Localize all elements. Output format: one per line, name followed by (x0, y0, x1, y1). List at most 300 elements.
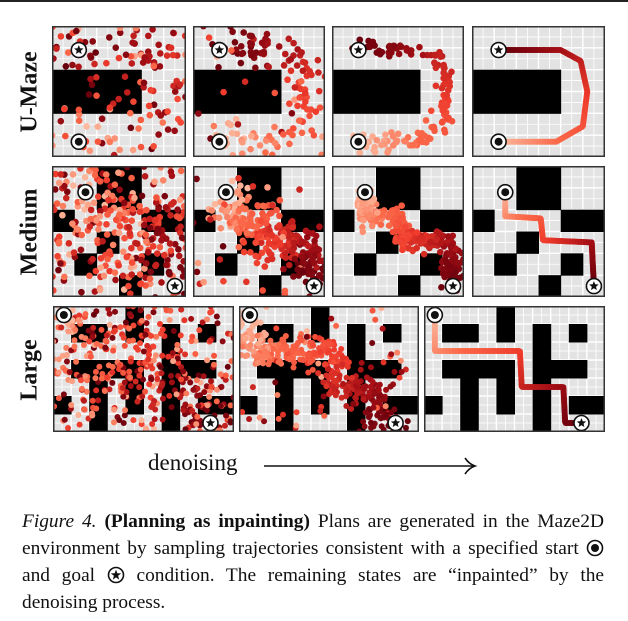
sample-point (378, 393, 384, 399)
sample-point (355, 390, 361, 396)
sample-point (54, 253, 61, 260)
sample-point (409, 142, 416, 149)
sample-point (102, 388, 108, 394)
sample-point (220, 278, 227, 285)
sample-point (302, 98, 309, 105)
sample-point (292, 256, 299, 263)
maze-wall (193, 92, 216, 114)
sample-point (181, 317, 187, 323)
sample-point (57, 260, 64, 267)
sample-point (290, 273, 297, 280)
sample-point (293, 423, 299, 429)
sample-point (300, 357, 306, 363)
sample-point (189, 334, 195, 340)
sample-point (288, 67, 295, 74)
sample-point (141, 348, 147, 354)
sample-point (402, 223, 409, 230)
sample-point (252, 253, 259, 260)
sample-point (266, 240, 273, 247)
sample-point (391, 369, 397, 375)
sample-point (442, 129, 449, 136)
sample-point (62, 133, 69, 140)
sample-point (443, 258, 450, 265)
sample-point (134, 399, 140, 405)
sample-point (321, 413, 327, 419)
sample-point (223, 373, 229, 379)
sample-point (93, 406, 99, 412)
sample-point (237, 182, 244, 189)
sample-point (168, 247, 175, 254)
sample-point (289, 224, 296, 231)
sample-point (104, 231, 111, 238)
sample-point (315, 361, 321, 367)
sample-point (105, 197, 112, 204)
sample-point (271, 124, 278, 131)
sample-point (249, 210, 256, 217)
sample-point (447, 251, 454, 258)
sample-point (79, 386, 85, 392)
maze-wall (478, 360, 497, 379)
sample-point (419, 235, 426, 242)
start-marker-icon (212, 134, 227, 149)
sample-point (214, 314, 220, 320)
sample-point (397, 215, 404, 222)
sample-point (75, 64, 82, 71)
sample-point (64, 352, 70, 358)
sample-point (205, 402, 211, 408)
sample-point (280, 131, 287, 138)
sample-point (388, 351, 394, 357)
maze-wall (215, 70, 238, 92)
maze-wall (551, 360, 570, 379)
sample-point (86, 328, 92, 334)
sample-point (423, 117, 430, 124)
sample-point (167, 317, 173, 323)
sample-point (176, 253, 183, 260)
sample-point (112, 309, 118, 315)
goal-marker-icon (388, 416, 403, 431)
sample-point (143, 231, 150, 238)
sample-point (104, 256, 111, 263)
maze-wall (460, 378, 479, 397)
sample-point (405, 134, 412, 141)
sample-point (428, 107, 435, 114)
sample-point (98, 255, 105, 262)
sample-point (439, 119, 446, 126)
maze-wall (401, 396, 419, 415)
sample-point (182, 401, 188, 407)
sample-point (159, 119, 166, 126)
maze-wall (539, 188, 562, 210)
sample-point (344, 388, 350, 394)
sample-point (317, 257, 324, 264)
sample-point (350, 401, 356, 407)
sample-point (239, 139, 246, 146)
sample-point (299, 130, 306, 137)
maze-wall (74, 70, 97, 92)
sample-point (89, 38, 96, 45)
sample-point (223, 413, 229, 419)
sample-point (299, 337, 305, 343)
sample-point (313, 350, 319, 356)
sample-point (97, 264, 104, 271)
sample-point (160, 416, 166, 422)
sample-point (171, 328, 177, 334)
sample-point (126, 369, 132, 375)
sample-point (299, 253, 306, 260)
sample-point (386, 222, 393, 229)
sample-point (123, 319, 129, 325)
sample-point (90, 398, 96, 404)
sample-point (170, 358, 176, 364)
sample-point (115, 96, 122, 103)
sample-point (56, 239, 63, 246)
sample-point (262, 349, 268, 355)
maze-wall (383, 324, 402, 343)
start-marker-icon (78, 185, 93, 200)
sample-point (130, 147, 137, 154)
sample-point (224, 208, 231, 215)
sample-point (98, 327, 104, 333)
sample-point (157, 50, 164, 57)
start-marker-icon (498, 185, 513, 200)
goal-marker-icon (586, 279, 601, 294)
sample-point (99, 238, 106, 245)
sample-point (174, 213, 181, 220)
sample-point (99, 115, 106, 122)
sample-point (107, 322, 113, 328)
sample-point (138, 144, 145, 151)
sample-point (277, 358, 283, 364)
maze-panel-large-step-3 (424, 306, 605, 432)
sample-point (232, 39, 239, 46)
goal-marker-icon (307, 279, 322, 294)
sample-point (161, 252, 168, 259)
sample-point (177, 264, 184, 271)
maze-wall (516, 166, 539, 188)
sample-point (56, 395, 62, 401)
sample-point (333, 364, 339, 370)
maze-wall (332, 92, 355, 114)
sample-point (141, 222, 148, 229)
sample-point (164, 108, 171, 115)
goal-marker-icon (107, 566, 125, 584)
sample-point (67, 369, 73, 375)
sample-point (115, 169, 122, 176)
sample-point (142, 389, 148, 395)
sample-point (377, 51, 384, 58)
maze-wall (496, 378, 515, 397)
sample-point (87, 76, 94, 83)
sample-point (241, 206, 248, 213)
sample-point (91, 312, 97, 318)
sample-point (270, 346, 276, 352)
sample-point (286, 141, 293, 148)
sample-point (276, 197, 283, 204)
maze-panel-medium-step-3 (472, 166, 605, 297)
sample-point (262, 149, 269, 156)
sample-point (195, 403, 201, 409)
sample-point (159, 382, 165, 388)
sample-point (208, 384, 214, 390)
sample-point (116, 186, 123, 193)
sample-point (63, 195, 70, 202)
sample-point (70, 182, 77, 189)
sample-point (209, 207, 216, 214)
sample-point (438, 284, 445, 291)
sample-point (403, 425, 409, 431)
sample-point (136, 373, 142, 379)
sample-point (287, 56, 294, 63)
sample-point (103, 221, 110, 228)
sample-point (177, 197, 184, 204)
sample-point (285, 35, 292, 42)
sample-point (138, 280, 145, 287)
sample-point (89, 256, 96, 263)
sample-point (289, 218, 296, 225)
sample-point (88, 354, 94, 360)
sample-point (158, 370, 164, 376)
sample-point (280, 266, 287, 273)
maze-wall (460, 396, 479, 415)
sample-point (122, 412, 128, 418)
sample-point (416, 44, 423, 51)
maze-wall (354, 253, 377, 275)
sample-point (315, 57, 322, 64)
sample-point (265, 64, 272, 71)
sample-point (182, 351, 188, 357)
sample-point (166, 393, 172, 399)
maze-wall (237, 92, 260, 114)
sample-point (107, 139, 114, 146)
sample-point (390, 133, 397, 140)
sample-point (215, 64, 222, 71)
sample-point (155, 41, 162, 48)
sample-point (128, 271, 135, 278)
maze-wall (516, 70, 539, 92)
sample-point (375, 383, 381, 389)
maze-wall (347, 324, 366, 343)
sample-point (150, 309, 156, 315)
sample-point (259, 39, 266, 46)
sample-point (127, 311, 133, 317)
figure-caption (22, 508, 604, 616)
caption-text-1: Plans are generated in the Maze2D environment by sampling trajectories consistent with a specified start (22, 511, 604, 559)
sample-point (134, 240, 141, 247)
maze-panel-medium-step-1 (193, 166, 325, 297)
sample-point (304, 234, 311, 241)
sample-point (236, 244, 243, 251)
maze-wall (420, 210, 443, 232)
sample-point (370, 405, 376, 411)
sample-point (138, 307, 144, 313)
sample-point (110, 348, 116, 354)
sample-point (163, 262, 170, 269)
sample-point (169, 173, 176, 180)
sample-point (141, 80, 148, 87)
sample-point (147, 276, 154, 283)
sample-point (302, 90, 309, 97)
maze-wall (259, 92, 282, 114)
sample-point (315, 370, 321, 376)
maze-wall (398, 70, 421, 92)
sample-point (387, 384, 393, 390)
sample-point (240, 239, 247, 246)
sample-point (147, 225, 154, 232)
goal-marker-icon (71, 43, 86, 58)
sample-point (323, 383, 329, 389)
sample-point (220, 243, 227, 250)
sample-point (369, 223, 376, 230)
sample-point (68, 402, 74, 408)
sample-point (291, 364, 297, 370)
sample-point (305, 243, 312, 250)
maze-panel-large-step-0 (53, 306, 234, 432)
sample-point (206, 34, 213, 41)
sample-point (129, 39, 136, 46)
sample-point (304, 334, 310, 340)
sample-point (86, 272, 93, 279)
sample-point (154, 226, 161, 233)
sample-point (418, 130, 425, 137)
sample-point (306, 112, 313, 119)
sample-point (257, 415, 263, 421)
maze-wall (398, 275, 421, 297)
top-rule (0, 0, 628, 2)
maze-panel-umaze-step-0 (52, 26, 186, 157)
sample-point (150, 243, 157, 250)
sample-point (130, 98, 137, 105)
sample-point (128, 175, 135, 182)
sample-point (243, 278, 250, 285)
sample-point (360, 217, 367, 224)
sample-point (194, 414, 200, 420)
sample-point (448, 68, 455, 75)
sample-point (258, 320, 264, 326)
sample-point (112, 181, 119, 188)
sample-point (155, 206, 162, 213)
sample-point (227, 121, 234, 128)
sample-point (233, 226, 240, 233)
start-marker-icon (56, 308, 71, 323)
sample-point (207, 337, 213, 343)
sample-point (158, 364, 164, 370)
sample-point (145, 356, 151, 362)
sample-point (64, 359, 70, 365)
sample-point (116, 211, 123, 218)
sample-point (366, 389, 372, 395)
sample-point (298, 347, 304, 353)
maze-wall (442, 360, 461, 379)
sample-point (115, 262, 122, 269)
sample-point (218, 371, 224, 377)
sample-point (306, 352, 312, 358)
sample-point (356, 149, 363, 156)
sample-point (125, 283, 132, 290)
sample-point (405, 418, 411, 424)
sample-point (358, 367, 364, 373)
sample-point (437, 53, 444, 60)
sample-point (311, 132, 318, 139)
sample-point (179, 235, 186, 242)
sample-point (290, 239, 297, 246)
maze-wall (569, 396, 588, 415)
sample-point (99, 376, 105, 382)
sample-point (225, 364, 231, 370)
sample-point (217, 225, 224, 232)
sample-point (164, 52, 171, 59)
sample-point (71, 249, 78, 256)
maze-wall (496, 360, 515, 379)
sample-point (137, 117, 144, 124)
sample-point (268, 232, 275, 239)
sample-point (294, 409, 300, 415)
sample-point (94, 341, 100, 347)
sample-point (153, 194, 160, 201)
sample-point (321, 393, 327, 399)
sample-point (382, 131, 389, 138)
sample-point (240, 220, 247, 227)
sample-point (417, 137, 424, 144)
sample-point (340, 355, 346, 361)
sample-point (211, 123, 218, 130)
sample-point (153, 262, 160, 269)
sample-point (150, 143, 157, 150)
sample-point (252, 239, 259, 246)
sample-point (139, 417, 145, 423)
sample-point (102, 345, 108, 351)
maze-wall (516, 232, 539, 254)
sample-point (58, 324, 64, 330)
sample-point (343, 393, 349, 399)
start-marker-icon (358, 185, 373, 200)
sample-point (177, 81, 184, 88)
sample-point (374, 209, 381, 216)
sample-point (343, 403, 349, 409)
sample-point (130, 337, 136, 343)
sample-point (216, 215, 223, 222)
sample-point (163, 204, 170, 211)
sample-point (60, 203, 67, 210)
sample-point (207, 216, 214, 223)
sample-point (366, 414, 372, 420)
sample-point (214, 398, 220, 404)
sample-point (107, 207, 114, 214)
maze-wall (494, 92, 517, 114)
sample-point (174, 391, 180, 397)
sample-point (229, 130, 236, 137)
sample-point (69, 378, 75, 384)
sample-point (264, 184, 271, 191)
sample-point (128, 245, 135, 252)
maze-wall (52, 70, 75, 92)
sample-point (72, 327, 78, 333)
sample-point (92, 375, 98, 381)
sample-point (88, 54, 95, 61)
sample-point (291, 359, 297, 365)
sample-point (304, 328, 310, 334)
sample-point (276, 213, 283, 220)
sample-point (138, 367, 144, 373)
sample-point (368, 384, 374, 390)
sample-point (248, 133, 255, 140)
sample-point (201, 389, 207, 395)
maze-wall (583, 210, 605, 232)
sample-point (133, 344, 139, 350)
sample-point (61, 274, 68, 281)
sample-point (87, 223, 94, 230)
sample-point (437, 249, 444, 256)
